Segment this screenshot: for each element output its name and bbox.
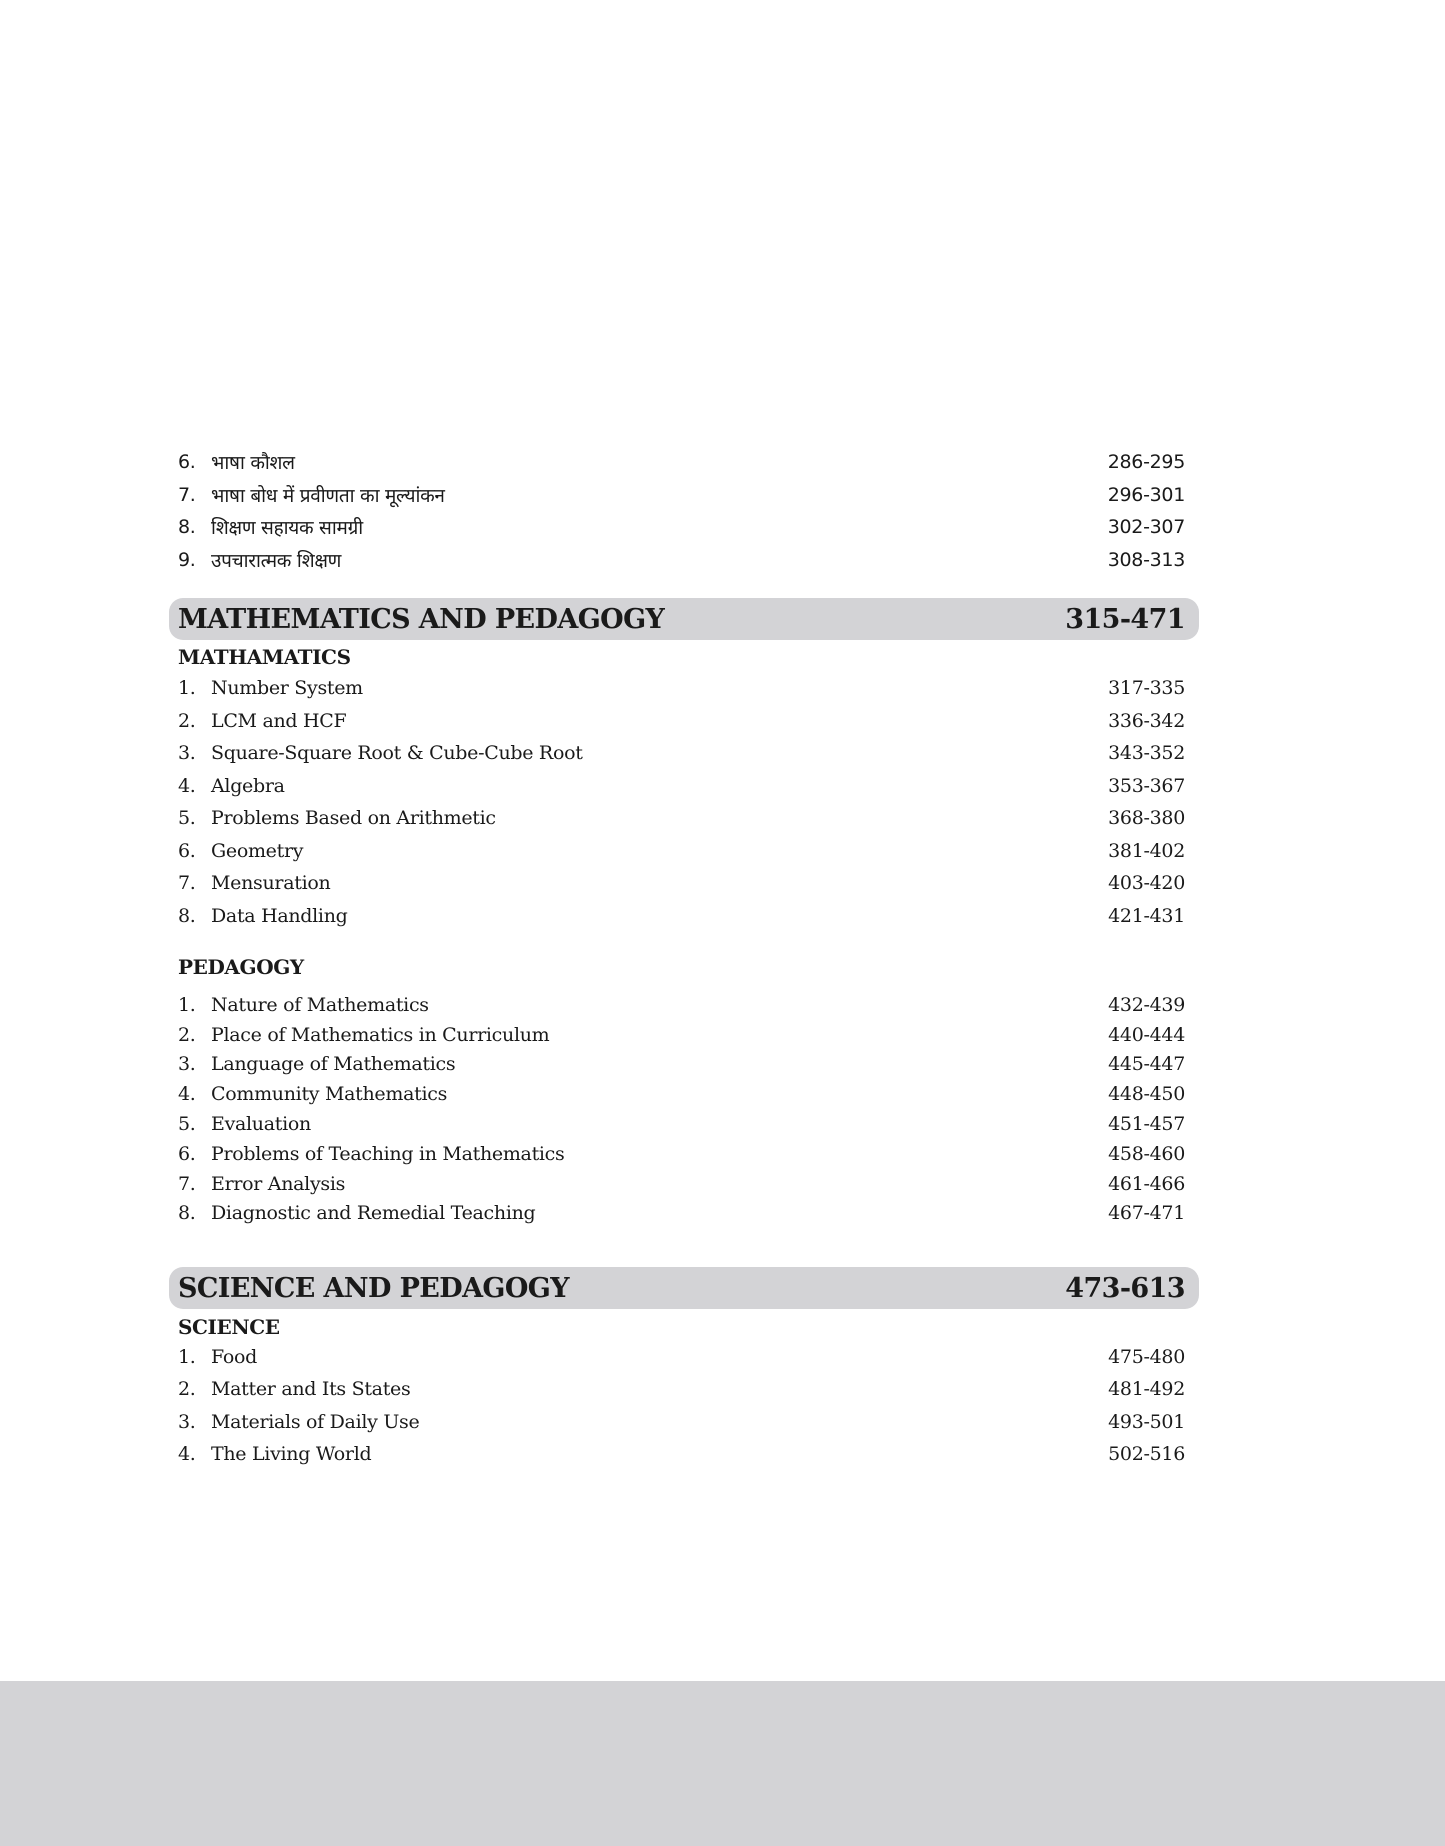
toc-number: 1.	[178, 677, 196, 700]
toc-row	[169, 1139, 1199, 1169]
toc-row	[169, 672, 1199, 705]
toc-page-range: 448-450	[1108, 1083, 1185, 1106]
toc-page-range: 343-352	[1108, 742, 1185, 765]
toc-row	[169, 479, 1199, 512]
toc-page-range: 440-444	[1108, 1023, 1185, 1046]
toc-page-range: 302-307	[1107, 516, 1185, 539]
toc-title: भाषा कौशल	[211, 452, 295, 475]
toc-page-range: 461-466	[1108, 1172, 1185, 1195]
toc-row	[169, 990, 1199, 1020]
toc-number: 6.	[178, 451, 196, 474]
toc-row	[169, 544, 1199, 577]
toc-row	[169, 446, 1199, 479]
toc-page-range: 286-295	[1107, 451, 1185, 474]
toc-row	[169, 900, 1199, 933]
toc-number: 8.	[178, 904, 196, 927]
toc-row	[169, 1050, 1199, 1080]
toc-title: Place of Mathematics in Curriculum	[211, 1023, 550, 1046]
toc-page-range: 458-460	[1108, 1142, 1185, 1165]
toc-title: Geometry	[211, 839, 304, 862]
toc-page-range: 308-313	[1107, 548, 1185, 571]
toc-row	[169, 1406, 1199, 1438]
toc-title: Language of Mathematics	[211, 1053, 456, 1076]
toc-page-range: 502-516	[1108, 1443, 1185, 1466]
toc-row	[169, 737, 1199, 770]
page-footer-band	[0, 1681, 1445, 1846]
subheading-pedagogy: PEDAGOGY	[178, 955, 304, 979]
section-page-range: 473-613	[1065, 1272, 1185, 1304]
toc-title: Algebra	[211, 774, 285, 797]
toc-title: उपचारात्मक शिक्षण	[211, 549, 342, 572]
toc-number: 4.	[178, 1443, 196, 1466]
toc-title: LCM and HCF	[211, 709, 347, 732]
toc-row	[169, 1373, 1199, 1405]
toc-page-range: 481-492	[1108, 1378, 1185, 1401]
toc-title: Nature of Mathematics	[211, 993, 429, 1016]
toc-number: 7.	[178, 872, 196, 895]
toc-page-range: 353-367	[1108, 774, 1185, 797]
toc-title: Error Analysis	[211, 1172, 346, 1195]
toc-title: Problems Based on Arithmetic	[211, 807, 496, 830]
toc-title: Problems of Teaching in Mathematics	[211, 1142, 565, 1165]
toc-row	[169, 1020, 1199, 1050]
toc-number: 8.	[178, 516, 196, 539]
toc-number: 1.	[178, 993, 196, 1016]
toc-row	[169, 802, 1199, 835]
toc-title: Food	[211, 1346, 257, 1369]
toc-number: 8.	[178, 1202, 196, 1225]
section-title: MATHEMATICS AND PEDAGOGY	[178, 603, 665, 635]
toc-title: Square-Square Root & Cube-Cube Root	[211, 742, 583, 765]
toc-number: 2.	[178, 1378, 196, 1401]
toc-title: Evaluation	[211, 1113, 311, 1136]
toc-page-range: 451-457	[1108, 1113, 1185, 1136]
toc-number: 6.	[178, 1142, 196, 1165]
toc-number: 5.	[178, 807, 196, 830]
subheading-science: SCIENCE	[178, 1315, 280, 1339]
section-title: SCIENCE AND PEDAGOGY	[178, 1272, 569, 1304]
toc-row	[169, 1199, 1199, 1229]
subheading-mathematics: MATHAMATICS	[178, 645, 351, 669]
toc-page-range: 368-380	[1108, 807, 1185, 830]
toc-page-range: 403-420	[1108, 872, 1185, 895]
toc-title: Community Mathematics	[211, 1083, 448, 1106]
toc-page-range: 432-439	[1108, 993, 1185, 1016]
toc-title: Number System	[211, 677, 363, 700]
toc-page-range: 317-335	[1108, 677, 1185, 700]
toc-row	[169, 1438, 1199, 1470]
toc-page-range: 445-447	[1108, 1053, 1185, 1076]
section-header-science	[169, 1267, 1199, 1309]
toc-row	[169, 1079, 1199, 1109]
toc-page-range: 381-402	[1108, 839, 1185, 862]
pedagogy-toc-list	[169, 990, 1199, 1228]
toc-page-range: 296-301	[1107, 483, 1185, 506]
toc-page-range: 336-342	[1108, 709, 1185, 732]
toc-number: 9.	[178, 548, 196, 571]
toc-number: 5.	[178, 1113, 196, 1136]
toc-title: Materials of Daily Use	[211, 1410, 420, 1433]
toc-number: 2.	[178, 1023, 196, 1046]
toc-number: 1.	[178, 1346, 196, 1369]
toc-title: The Living World	[211, 1443, 372, 1466]
toc-row	[169, 1169, 1199, 1199]
toc-row	[169, 835, 1199, 868]
toc-number: 3.	[178, 1410, 196, 1433]
toc-page-range: 475-480	[1108, 1346, 1185, 1369]
toc-number: 6.	[178, 839, 196, 862]
hindi-toc-list	[169, 446, 1199, 576]
toc-row	[169, 1109, 1199, 1139]
toc-number: 3.	[178, 1053, 196, 1076]
toc-number: 4.	[178, 774, 196, 797]
toc-page-range: 493-501	[1108, 1410, 1185, 1433]
mathematics-toc-list	[169, 672, 1199, 932]
toc-title: Mensuration	[211, 872, 331, 895]
toc-row	[169, 705, 1199, 738]
toc-number: 7.	[178, 1172, 196, 1195]
toc-row	[169, 867, 1199, 900]
toc-title: भाषा बोध में प्रवीणता का मूल्यांकन	[211, 484, 445, 507]
toc-page-range: 421-431	[1108, 904, 1185, 927]
toc-page-range: 467-471	[1108, 1202, 1185, 1225]
toc-title: शिक्षण सहायक सामग्री	[211, 517, 363, 540]
toc-row	[169, 511, 1199, 544]
toc-number: 7.	[178, 483, 196, 506]
toc-row	[169, 770, 1199, 803]
toc-number: 4.	[178, 1083, 196, 1106]
science-toc-list	[169, 1341, 1199, 1470]
toc-title: Diagnostic and Remedial Teaching	[211, 1202, 536, 1225]
toc-title: Matter and Its States	[211, 1378, 411, 1401]
toc-title: Data Handling	[211, 904, 348, 927]
section-page-range: 315-471	[1065, 603, 1185, 635]
section-header-mathematics	[169, 598, 1199, 640]
toc-number: 3.	[178, 742, 196, 765]
toc-number: 2.	[178, 709, 196, 732]
toc-row	[169, 1341, 1199, 1373]
